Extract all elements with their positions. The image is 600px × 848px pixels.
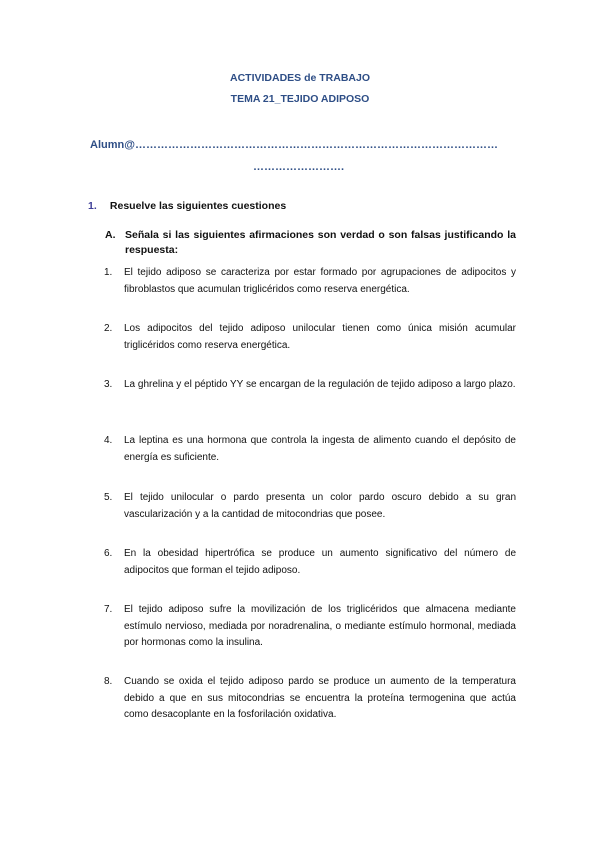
statement-item: [104, 265, 516, 298]
statement-item: [104, 433, 516, 466]
statement-number: 5.: [104, 492, 113, 503]
statement-text: El tejido unilocular o pardo presenta un color pardo oscuro debido a su gran vascularización y a la cantidad de mitocondrias que posee.: [124, 492, 516, 520]
subsection-letter: A.: [105, 229, 116, 241]
subsection-text: Señala si las siguientes afirmaciones son verdad o son falsas justificando la respuesta:: [125, 229, 516, 256]
statement-number: 7.: [104, 604, 113, 615]
document-title: ACTIVIDADES de TRABAJO: [229, 72, 370, 84]
statement-text: La ghrelina y el péptido YY se encargan de la regulación de tejido adiposo a largo plazo.: [124, 379, 516, 390]
statement-number: 8.: [104, 676, 113, 687]
statement-item: [104, 321, 516, 354]
statement-text: El tejido adiposo se caracteriza por estar formado por agrupaciones de adipocitos y fibroblastos que acumulan triglicéridos como reserva energética.: [124, 267, 516, 295]
statement-item: [104, 490, 516, 523]
section-title: Resuelve las siguientes cuestiones: [109, 200, 287, 212]
statement-number: 3.: [104, 379, 113, 390]
statement-number: 4.: [104, 435, 113, 446]
statement-item: [104, 602, 516, 652]
statement-item: [104, 377, 516, 394]
statement-item: [104, 546, 516, 579]
statement-text: Los adipocitos del tejido adiposo unilocular tienen como única misión acumular triglicéridos como reserva energética.: [124, 323, 516, 351]
subsection-instruction: [105, 228, 516, 258]
statement-number: 2.: [104, 323, 113, 334]
section-heading: [88, 200, 286, 212]
statement-number: 6.: [104, 548, 113, 559]
document-subtitle: TEMA 21_TEJIDO ADIPOSO: [230, 93, 370, 105]
student-name-line-continuation: …………………….: [253, 161, 345, 173]
statement-text: En la obesidad hipertrófica se produce un aumento significativo del número de adipocitos que forman el tejido adiposo.: [124, 548, 516, 576]
statement-item: [104, 674, 516, 724]
statement-text: El tejido adiposo sufre la movilización de los triglicéridos que almacena mediante estímulo nervioso, mediada por noradrenalina, o mediante estímulo hormonal, mediada por hormonas como la insulina.: [124, 604, 516, 648]
statement-number: 1.: [104, 267, 113, 278]
statement-text: La leptina es una hormona que controla la ingesta de alimento cuando el depósito de energía es suficiente.: [124, 435, 516, 463]
student-name-line: Alumn@………………………………………………………………………………………: [90, 139, 498, 151]
section-number: 1.: [88, 200, 97, 212]
statement-text: Cuando se oxida el tejido adiposo pardo se produce un aumento de la temperatura debido a que en sus mitocondrias se encuentra la proteína termogenina que actúa como desacoplante en la fosforilación oxidativa.: [124, 676, 516, 720]
